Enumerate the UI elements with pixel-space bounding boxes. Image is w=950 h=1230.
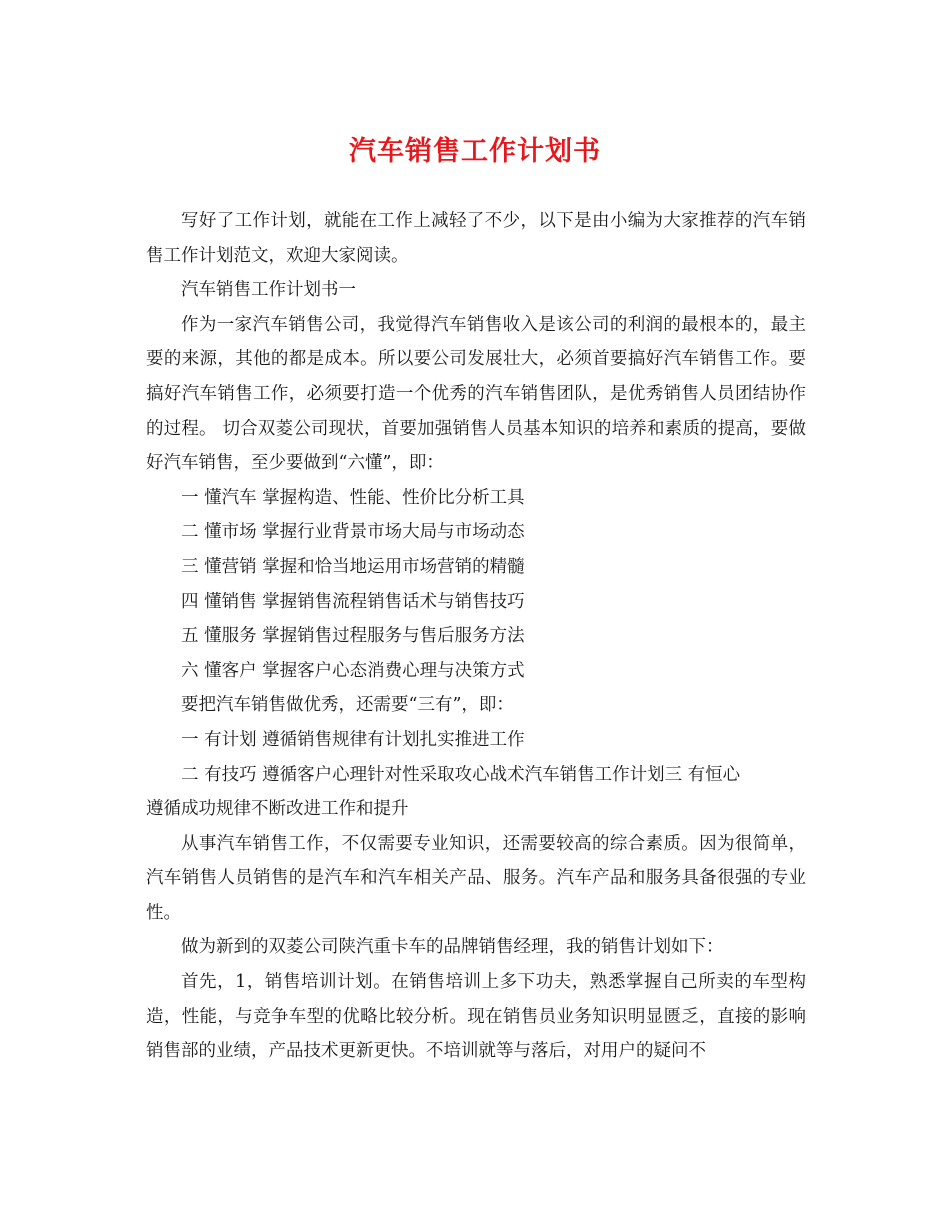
list-item-three-have-2: 二 有技巧 遵循客户心理针对性采取攻心战术汽车销售工作计划三 有恒心	[181, 764, 741, 785]
list-item-three-have-continuation: 遵循成功规律不断改进工作和提升	[146, 799, 409, 820]
paragraph-three-have-intro: 要把汽车销售做优秀，还需要“三有”，即：	[181, 695, 514, 716]
document-title: 汽车销售工作计划书	[349, 136, 601, 167]
document-body	[146, 204, 806, 1069]
paragraph-body: 做为新到的双菱公司陕汽重卡车的品牌销售经理，我的销售计划如下：	[181, 937, 724, 958]
paragraph-body: 首先，1，销售培训计划。在销售培训上多下功夫，熟悉掌握自己所卖的车型构造，性能，与竞争车型的优略比较分析。现在销售员业务知识明显匮乏，直接的影响销售部的业绩，产品技术更新更快。不培训就等与落后，对用户的疑问不	[146, 972, 806, 1062]
list-item-six-understand-6: 六 懂客户 掌握客户心态消费心理与决策方式	[181, 660, 525, 681]
list-item-six-understand-3: 三 懂营销 掌握和恰当地运用市场营销的精髓	[181, 556, 525, 577]
list-item-six-understand-4: 四 懂销售 掌握销售流程销售话术与销售技巧	[181, 591, 525, 612]
list-item-six-understand-5: 五 懂服务 掌握销售过程服务与售后服务方法	[181, 626, 525, 647]
paragraph-intro: 写好了工作计划，就能在工作上减轻了不少，以下是由小编为大家推荐的汽车销售工作计划范文，欢迎大家阅读。	[146, 211, 806, 266]
paragraph-section-heading: 汽车销售工作计划书一	[181, 280, 356, 301]
list-item-three-have-1: 一 有计划 遵循销售规律有计划扎实推进工作	[181, 729, 525, 750]
list-item-six-understand-2: 二 懂市场 掌握行业背景市场大局与市场动态	[181, 522, 525, 543]
list-item-six-understand-1: 一 懂汽车 掌握构造、性能、性价比分析工具	[181, 487, 525, 508]
paragraph-body: 从事汽车销售工作，不仅需要专业知识，还需要较高的综合素质。因为很简单，汽车销售人员销售的是汽车和汽车相关产品、服务。汽车产品和服务具备很强的专业性。	[146, 833, 806, 923]
paragraph-body: 作为一家汽车销售公司，我觉得汽车销售收入是该公司的利润的最根本的，最主要的来源，其他的都是成本。所以要公司发展壮大，必须首要搞好汽车销售工作。要搞好汽车销售工作，必须要打造一个优秀的汽车销售团队，是优秀销售人员团结协作的过程。 切合双菱公司现状，首要加强销售人员基本知识的培养和素质的提高，要做好汽车销售，至少要做到“六懂”，即：	[146, 314, 806, 474]
